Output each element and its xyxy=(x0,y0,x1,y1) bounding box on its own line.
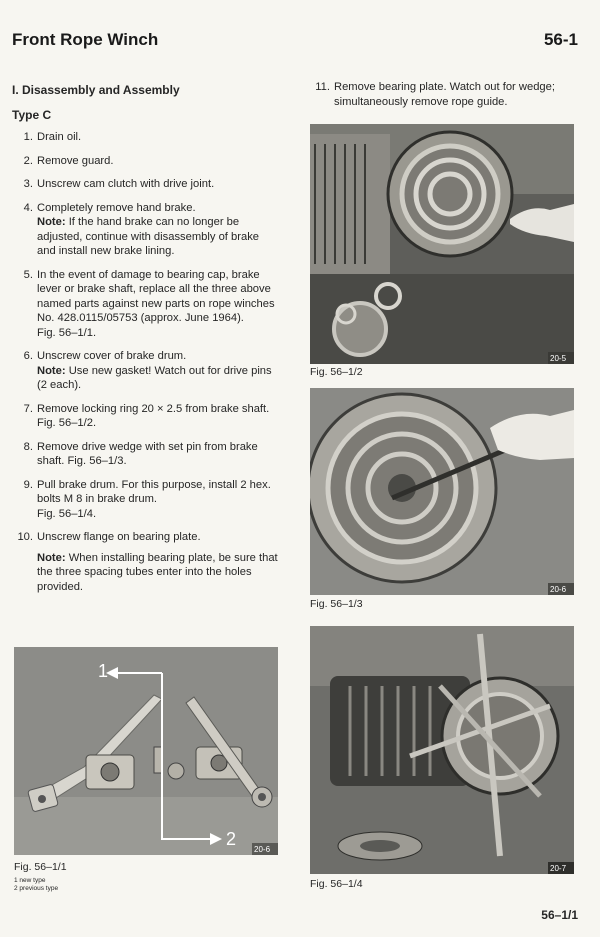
callout-2: 2 xyxy=(226,829,237,849)
photo-tag: 20-7 xyxy=(550,864,567,873)
step-item: 8. Remove drive wedge with set pin from brake shaft. Fig. 56–1/3. xyxy=(23,440,258,467)
photo-tag: 20-6 xyxy=(254,845,271,854)
step-list xyxy=(12,130,280,603)
page-title: Front Rope Winch xyxy=(12,30,159,49)
figure-caption: Fig. 56–1/4 xyxy=(310,878,363,890)
step-item: 4. Completely remove hand brake. Note: If the hand brake can no longer be adjusted, continue with disassembly of brake and install new brake lining. xyxy=(23,201,260,257)
page-section-number: 56-1 xyxy=(543,30,578,49)
photo-tag: 20-6 xyxy=(550,585,567,594)
step-item: 7. Remove locking ring 20 × 2.5 from brake shaft. Fig. 56–1/2. xyxy=(23,402,270,429)
page-footer-number: 56–1/1 xyxy=(541,908,578,922)
note: Note: Use new gasket! Watch out for drive pins (2 each). xyxy=(37,364,272,391)
note: Note: When installing bearing plate, be sure that the three spacing tubes enter into the holes provided. xyxy=(37,551,278,593)
step-item: 9. Pull brake drum. For this purpose, install 2 hex. bolts M 8 in brake drum. Fig. 56–1/4. xyxy=(23,478,271,520)
photo-tag: 20-5 xyxy=(550,354,567,363)
section-heading: I. Disassembly and Assembly xyxy=(12,83,180,97)
figure-56-1-4-photo xyxy=(310,626,574,874)
type-heading: Type C xyxy=(12,108,52,122)
callout-1: 1 xyxy=(98,661,109,681)
step-item: 11. Remove bearing plate. Watch out for wedge; simultaneously remove rope guide. xyxy=(315,81,555,108)
figure-56-1-3-photo xyxy=(310,388,574,595)
step-item: 6. Unscrew cover of brake drum. Note: Use new gasket! Watch out for drive pins (2 each). xyxy=(23,350,272,391)
step-item: 5. In the event of damage to bearing cap, brake lever or brake shaft, replace all the three above named parts against new parts on rope winches No. 428.0115/05753 (approx. June 1964). Fig. 56–1/1. xyxy=(23,268,275,339)
note: Note: If the hand brake can no longer be adjusted, continue with disassembly of brake and install new brake lining. xyxy=(37,216,260,257)
figure-56-1-1-photo xyxy=(14,647,278,855)
step-item: 1. Drain oil. xyxy=(23,131,82,143)
figure-caption: Fig. 56–1/2 xyxy=(310,366,363,378)
step-item: 3. Unscrew cam clutch with drive joint. xyxy=(23,178,215,190)
step-item: 10. Unscrew flange on bearing plate. Note: When installing bearing plate, be sure that the three spacing tubes enter into the holes provided. xyxy=(12,530,280,594)
figure-caption: Fig. 56–1/3 xyxy=(310,598,363,610)
step-item: 2. Remove guard. xyxy=(23,154,114,167)
figure-caption: Fig. 56–1/1 xyxy=(14,861,67,873)
figure-legend: 1 new type 2 previous type xyxy=(14,877,59,892)
figure-56-1-2-photo xyxy=(310,124,574,364)
